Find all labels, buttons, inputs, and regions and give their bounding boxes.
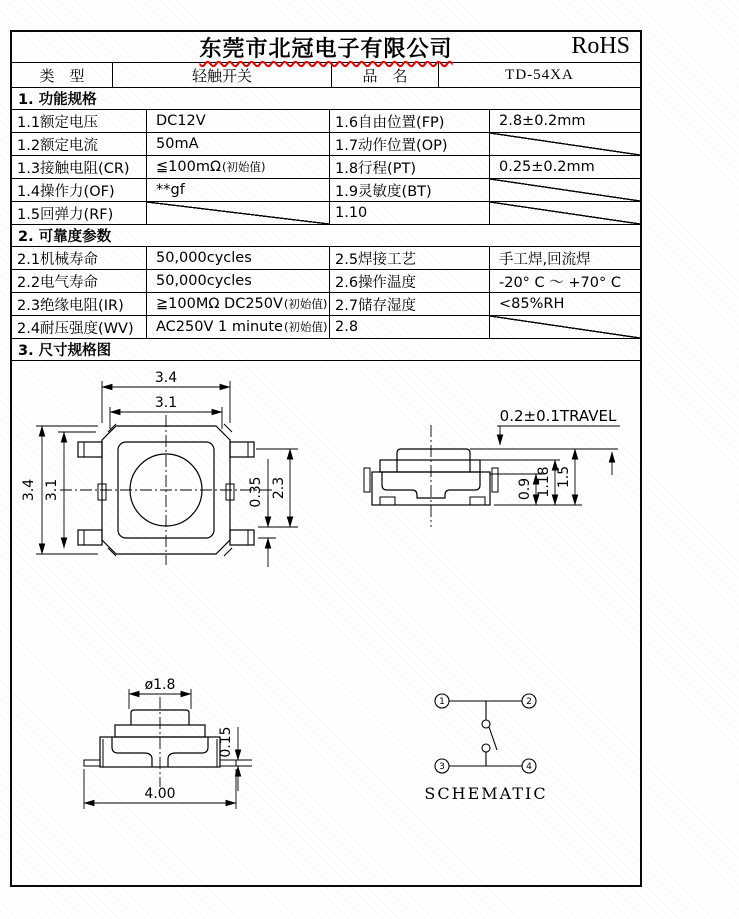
spec-row [12, 110, 640, 133]
spec-cell-c4: 0.25±0.2mm [499, 159, 595, 175]
svg-text:3.1: 3.1 [154, 395, 178, 411]
spec-cell-c3: 2.8 [330, 316, 490, 338]
spec-cell-c3: 1.9灵敏度(BT) [330, 179, 490, 201]
spec-cell-c1: 1.2额定电流 [12, 133, 147, 155]
part-number: TD-54XA [505, 66, 574, 83]
type-value: 轻触开关 [113, 63, 332, 87]
spec-cell-c2: **gf [147, 179, 330, 201]
spec-cell-c2: 50,000cycles [147, 270, 330, 292]
schematic-label: SCHEMATIC [424, 784, 548, 803]
spec-row [12, 247, 640, 270]
pin-3-label: 3 [439, 762, 445, 773]
spec-cell-c2: 50mA [147, 133, 330, 155]
spec-cell-c3: 2.5焊接工艺 [330, 247, 490, 269]
svg-text:1.5: 1.5 [556, 465, 572, 489]
spec-cell-c4: -20° C ～ +70° C [499, 274, 621, 291]
spec-row [12, 316, 640, 339]
svg-text:3.1: 3.1 [44, 478, 60, 502]
title-row [12, 32, 640, 63]
spec-cell-c1: 1.1额定电压 [12, 110, 147, 132]
spec-cell-c3: 1.6自由位置(FP) [330, 110, 490, 132]
pin-2-label: 2 [526, 697, 532, 708]
svg-text:0.35: 0.35 [248, 476, 264, 508]
spec-cell-c1: 1.3接触电阻(CR) [12, 156, 147, 178]
rohs-mark: RoHS [571, 33, 630, 59]
spec-cell-c4: 2.8±0.2mm [499, 113, 586, 129]
section-header: 1. 功能规格 [12, 88, 640, 110]
schematic-drawing [424, 694, 547, 803]
spec-cell-c2 [147, 202, 330, 224]
spec-cell-c2: AC250V 1 minute (初始值) [147, 316, 330, 338]
spec-cell-c3: 1.7动作位置(OP) [330, 133, 490, 155]
spec-row [12, 156, 640, 179]
spec-row [12, 270, 640, 293]
spec-cell-c3: 1.8行程(PT) [330, 156, 490, 178]
svg-text:ø1.8: ø1.8 [144, 677, 176, 693]
type-label: 类 型 [12, 63, 113, 87]
section-header: 3. 尺寸规格图 [12, 339, 640, 361]
spec-cell-c4: <85%RH [499, 296, 565, 312]
svg-text:2.3: 2.3 [271, 476, 287, 500]
spec-cell-c4 [490, 202, 640, 224]
dimension-drawings [12, 361, 640, 880]
svg-text:0.15: 0.15 [218, 726, 234, 758]
spec-cell-c2: ≦100mΩ (初始值) [147, 156, 330, 178]
spec-cell-c4 [490, 133, 640, 155]
spec-cell-c3: 1.10 [330, 202, 490, 224]
spec-cell-c1: 1.4操作力(OF) [12, 179, 147, 201]
spec-cell-c1: 2.4耐压强度(WV) [12, 316, 147, 338]
spec-cell-c1: 1.5回弹力(RF) [12, 202, 147, 224]
spec-cell-c1: 2.3绝缘电阻(IR) [12, 293, 147, 315]
spec-cell-c4 [490, 316, 640, 338]
dimension-drawing-area [12, 361, 640, 885]
spec-row [12, 293, 640, 316]
spec-cell-c1: 2.1机械寿命 [12, 247, 147, 269]
spec-cell-c2: DC12V [147, 110, 330, 132]
meta-row [12, 63, 640, 88]
spec-cell-c4 [490, 179, 640, 201]
pin-1-label: 1 [439, 697, 445, 708]
svg-text:0.2±0.1TRAVEL: 0.2±0.1TRAVEL [499, 407, 617, 425]
svg-text:3.4: 3.4 [21, 478, 37, 502]
pin-4-label: 4 [526, 762, 532, 773]
spec-cell-c2: 50,000cycles [147, 247, 330, 269]
section-header: 2. 可靠度参数 [12, 225, 640, 247]
part-name-label: 品 名 [332, 63, 439, 87]
spec-sheet-table [10, 30, 642, 887]
spec-row [12, 202, 640, 225]
spec-row [12, 179, 640, 202]
company-name: 东莞市北冠电子有限公司 [199, 36, 453, 62]
spec-cell-c1: 2.2电气寿命 [12, 270, 147, 292]
svg-text:3.4: 3.4 [154, 370, 178, 386]
svg-text:4.00: 4.00 [144, 786, 176, 802]
svg-text:0.9: 0.9 [517, 477, 533, 501]
spec-row [12, 133, 640, 156]
front-view-drawing [84, 677, 252, 809]
svg-text:1.18: 1.18 [536, 466, 552, 498]
spec-cell-c3: 2.6操作温度 [330, 270, 490, 292]
spec-cell-c2: ≧100MΩ DC250V (初始值) [147, 293, 330, 315]
side-view-drawing [364, 407, 620, 527]
spec-cell-c3: 2.7储存湿度 [330, 293, 490, 315]
spec-cell-c4: 手工焊,回流焊 [499, 251, 591, 268]
top-view-drawing [21, 370, 298, 567]
